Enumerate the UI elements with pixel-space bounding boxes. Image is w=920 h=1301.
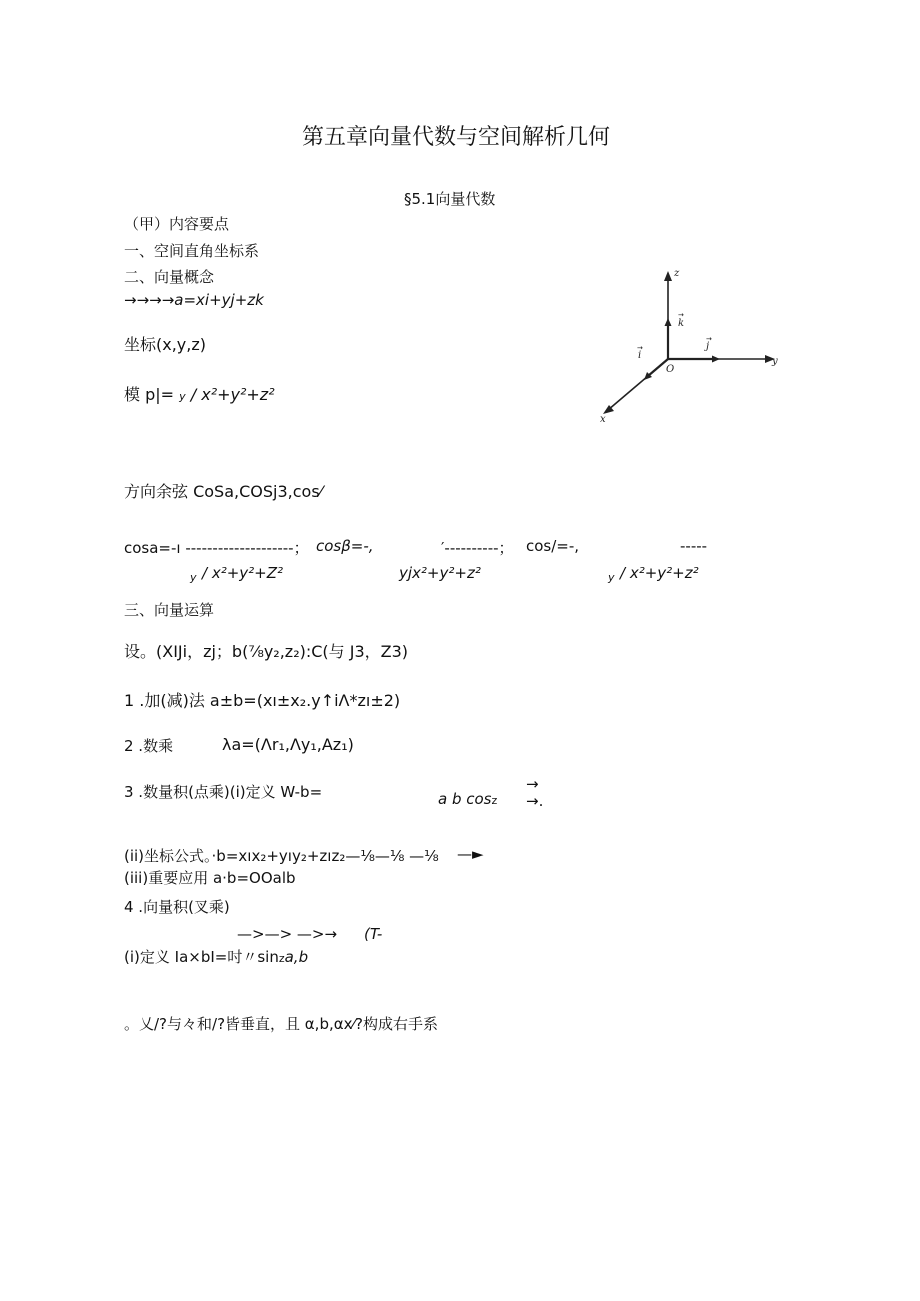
direction-cosines-line: 方向余弦 CoSa,COSj3,cos⁄ [124, 482, 323, 501]
right-hand-system-line: 。乂/?与々和/?皆垂直，且 α,b,αx⁄?构成右手系 [124, 1015, 438, 1033]
cross-def-sub: z [278, 952, 285, 965]
k-arrowhead [665, 318, 672, 326]
denominator-a: / x²+y²+Z² [202, 564, 284, 582]
cos-gamma: cos/=-, [526, 537, 580, 555]
modulus-line [124, 382, 275, 405]
section-title: §5.1向量代数 [404, 190, 496, 208]
heading-vector-concept: 二、向量概念 [124, 268, 215, 286]
setup-line: 设。(XIJi，zj；b(⅞y₂,z₂):C(与 J3，Z3) [124, 642, 409, 661]
i-vector [648, 359, 668, 376]
cross-product-t: (T- [364, 925, 383, 943]
cos-beta: cosβ=-, [316, 537, 374, 555]
dot-product-sub: z [491, 794, 498, 807]
vector-definition: →→→→a=xi+yj+zk [124, 291, 264, 309]
denominator-a-y: y [190, 571, 197, 584]
j-arrowhead [712, 356, 720, 363]
x-axis-label: x [600, 414, 606, 425]
dot-coordinate-formula: (ii)坐标公式。·b=xıx₂+yıy₂+zız₂—⅛—⅛ —⅛ [124, 847, 439, 865]
modulus-root: / x²+y²+z² [190, 385, 275, 404]
modulus-y: y [179, 390, 186, 403]
cos-alpha: cosa=-ı --------------------； [124, 539, 309, 557]
cross-product-definition [124, 946, 308, 967]
dot-formula-arrow: —► [457, 845, 484, 863]
cross-product-heading: 4 .向量积(叉乘) [124, 898, 230, 916]
dot-product-definition: 3 .数量积(点乘)(i)定义 W-b= [124, 783, 323, 801]
dot-application: (iii)重要应用 a·b=OOalb [124, 869, 296, 887]
k-label: k [678, 318, 685, 329]
origin-label: O [666, 364, 675, 375]
addition-line: 1 .加(减)法 a±b=(xı±x₂.y↑iΛ*zı±2) [124, 691, 401, 710]
heading-content-points: （甲）内容要点 [124, 215, 230, 233]
heading-vector-operations: 三、向量运算 [124, 601, 215, 619]
dot-arrow-bottom: →. [526, 792, 544, 810]
z-axis-label: z [674, 268, 680, 279]
dot-product-abcos: a b cos [438, 790, 492, 808]
dot-arrow-top: → [526, 775, 539, 793]
j-arrow-mark: → [706, 335, 712, 343]
i-arrow-mark: → [637, 344, 643, 352]
heading-coordinate-system: 一、空间直角坐标系 [124, 242, 260, 260]
cross-def-end: a,b [284, 948, 309, 966]
cross-product-arrows: —>—> —>→ [237, 925, 338, 943]
coordinate-axes-diagram [590, 262, 790, 426]
denominator-c-y: y [608, 571, 615, 584]
j-label: j [706, 341, 710, 352]
z-arrowhead [664, 271, 672, 281]
coordinates-line: 坐标(x,y,z) [124, 335, 206, 354]
denominator-b: yjx²+y²+z² [399, 564, 481, 582]
cross-def-main: (i)定义 Ia×bI=吋〃sin [124, 948, 279, 966]
page-title: 第五章向量代数与空间解析几何 [302, 125, 611, 150]
scalar-multiplication-formula: λa=(Λr₁,Λy₁,Az₁) [222, 735, 354, 754]
modulus-label: 模 p|= [124, 385, 175, 404]
y-axis-label: y [772, 356, 778, 367]
k-arrow-mark: → [678, 311, 684, 319]
cos-gamma-dashes: ----- [680, 537, 708, 555]
dot-product-right [438, 790, 497, 808]
denominator-c: / x²+y²+z² [620, 564, 699, 582]
scalar-multiplication-label: 2 .数乘 [124, 737, 174, 755]
i-label: i [638, 350, 642, 361]
cos-beta-dashes: ′----------； [441, 539, 514, 557]
